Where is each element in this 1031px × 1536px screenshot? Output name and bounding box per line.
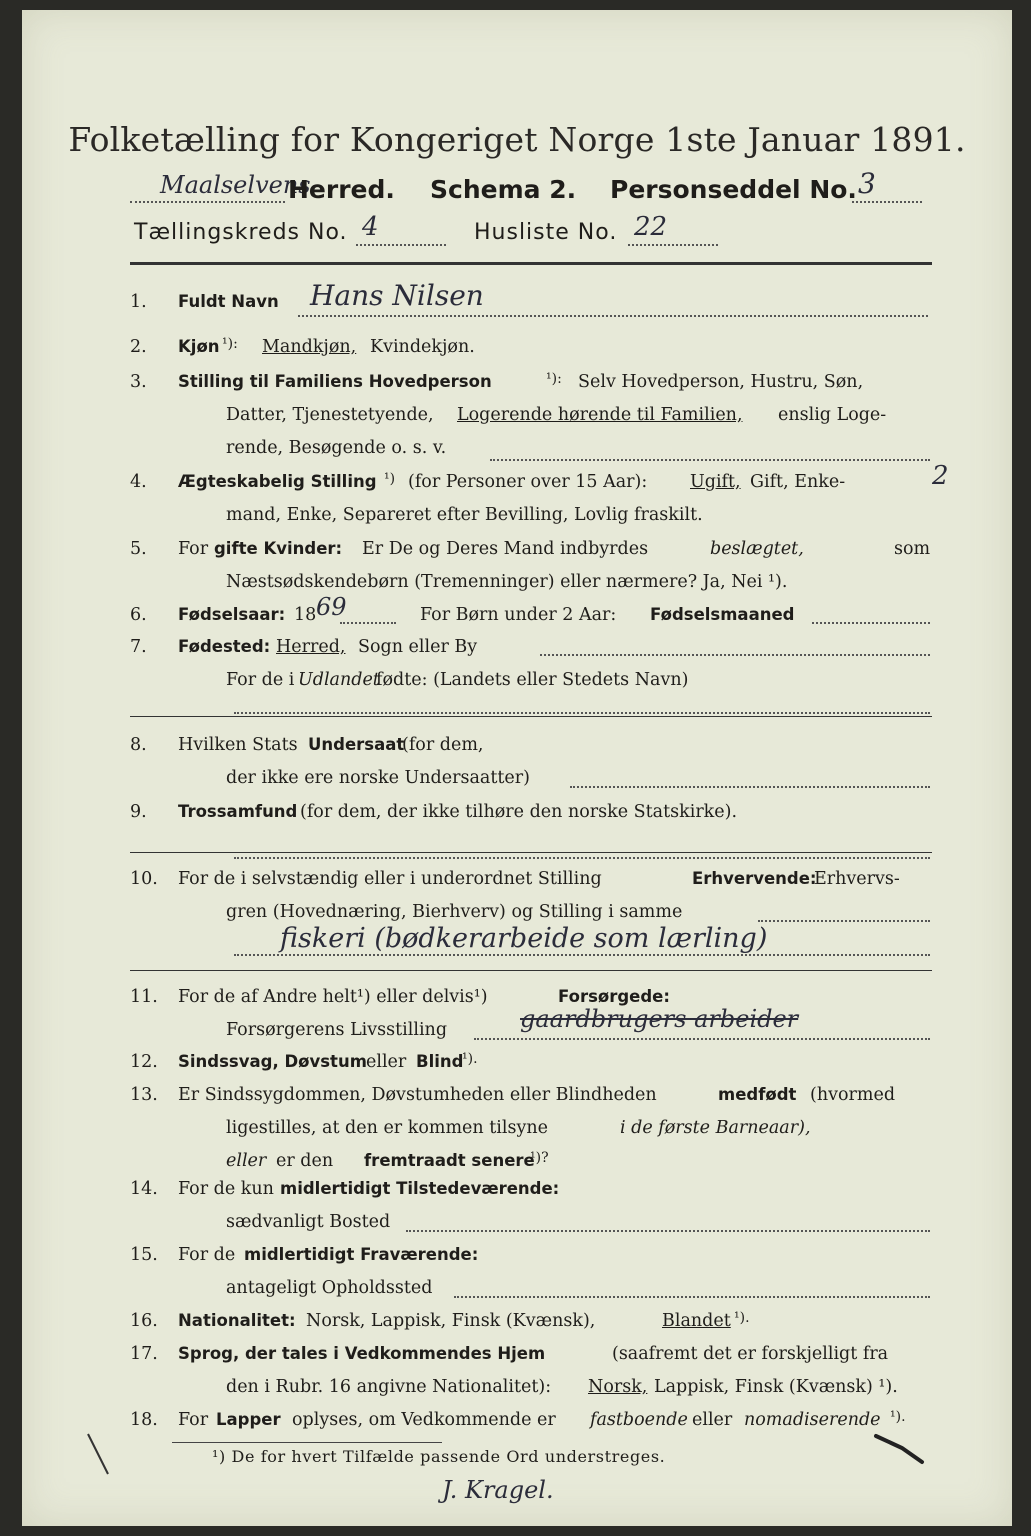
- q1-number: 1.: [130, 292, 147, 312]
- q13-line1: Er Sindssygdommen, Døvstumheden eller Blindheden: [178, 1085, 657, 1105]
- pen-stroke-icon: [82, 1430, 122, 1480]
- question-18: [130, 1403, 940, 1437]
- question-9: [130, 795, 940, 865]
- q18-number: 18.: [130, 1410, 158, 1430]
- q5-number: 5.: [130, 539, 147, 559]
- q13-line2: ligestilles, at den er kommen tilsyne: [226, 1118, 548, 1138]
- q18-italic1: fastboende: [590, 1410, 688, 1430]
- q10-end: Erhvervs-: [814, 869, 900, 889]
- question-2: [130, 330, 940, 364]
- q18-sup: ¹).: [890, 1409, 906, 1425]
- footnote-rule: [172, 1442, 442, 1443]
- q7-line2a: For de i: [226, 670, 295, 690]
- q2-label: Kjøn: [178, 337, 220, 356]
- q3-number: 3.: [130, 372, 147, 392]
- q17-rest: (saafremt det er forskjelligt fra: [612, 1344, 889, 1364]
- q10-line1: For de i selvstændig eller i underordnet Stilling: [178, 869, 602, 889]
- q15-number: 15.: [130, 1245, 158, 1265]
- q6-prefix: 18: [294, 605, 317, 625]
- q3-option-logerende: Logerende hørende til Familien,: [457, 405, 743, 425]
- q8-line1a: Hvilken Stats: [178, 735, 298, 755]
- q11-bold: Forsørgede:: [558, 987, 670, 1006]
- q7-option-herred: Herred,: [276, 637, 346, 657]
- q5-italic: beslægtet,: [710, 539, 804, 559]
- q9-bold: Trossamfund: [178, 802, 298, 821]
- question-1: [130, 279, 940, 325]
- q16-bold: Nationalitet:: [178, 1311, 296, 1330]
- q12-sup: ¹).: [462, 1051, 478, 1067]
- q5-line2: Næstsødskendebørn (Tremenninger) eller nærmere? Ja, Nei ¹).: [226, 572, 788, 592]
- q4-option-ugift: Ugift,: [690, 472, 741, 492]
- q8-line2: der ikke ere norske Undersaatter): [226, 768, 530, 788]
- question-15: [130, 1238, 940, 1308]
- q12-bold: Sindssvag, Døvstum: [178, 1052, 367, 1071]
- personseddel-label: Personseddel No.: [610, 175, 857, 204]
- q16-option-blandet: Blandet: [662, 1311, 731, 1331]
- q6-number: 6.: [130, 605, 147, 625]
- taellingskreds-no: 4: [362, 212, 379, 242]
- q15-line1: For de: [178, 1245, 236, 1265]
- census-form-sheet: [22, 10, 1012, 1526]
- question-3: [130, 365, 940, 465]
- q8-bold: Undersaat: [308, 735, 405, 754]
- q4-line1: (for Personer over 15 Aar):: [408, 472, 648, 492]
- question-7: [130, 630, 940, 720]
- q6-label: Fødselsaar:: [178, 605, 286, 624]
- q13-number: 13.: [130, 1085, 158, 1105]
- q18-mid: oplyses, om Vedkommende er: [292, 1410, 556, 1430]
- q18-or: eller: [692, 1410, 733, 1430]
- header-rule: [130, 262, 932, 265]
- q9-number: 9.: [130, 802, 147, 822]
- question-5: [130, 532, 940, 602]
- husliste-label: Husliste No.: [474, 220, 618, 245]
- q17-number: 17.: [130, 1344, 158, 1364]
- q5-label: For: [178, 539, 209, 559]
- q7-rest: Sogn eller By: [358, 637, 478, 657]
- pen-mark-icon: [872, 1430, 932, 1470]
- q2-sup: ¹):: [222, 336, 238, 352]
- q11-answer-struck: gaardbrugers arbeider: [520, 1005, 799, 1033]
- q3-label: Stilling til Familiens Hovedperson: [178, 372, 492, 391]
- q17-bold: Sprog, der tales i Vedkommendes Hjem: [178, 1344, 546, 1363]
- question-16: [130, 1304, 940, 1338]
- question-8: [130, 728, 940, 798]
- q7-line2i: Udlandet: [298, 670, 380, 690]
- q3-line3: rende, Besøgende o. s. v.: [226, 438, 447, 458]
- q10-answer-occupation: fiskeri (bødkerarbeide som lærling): [280, 923, 768, 954]
- q6-bold2: Fødselsmaaned: [650, 605, 795, 624]
- herred-name: Maalselvens: [160, 171, 311, 199]
- q18-italic2: nomadiserende: [744, 1410, 881, 1430]
- q6-answer-year: 69: [316, 593, 347, 621]
- q14-bold: midlertidigt Tilstedeværende:: [280, 1179, 560, 1198]
- q4-line2: mand, Enke, Separeret efter Bevilling, Lovlig fraskilt.: [226, 505, 703, 525]
- rule-3: [130, 852, 932, 853]
- q13-italic: i de første Barneaar),: [620, 1118, 811, 1138]
- rule-2: [130, 716, 932, 717]
- q15-line2: antageligt Opholdssted: [226, 1278, 433, 1298]
- q13-line3i: eller: [226, 1151, 267, 1171]
- q12-number: 12.: [130, 1052, 158, 1072]
- q14-line2: sædvanligt Bosted: [226, 1212, 391, 1232]
- q1-label: Fuldt Navn: [178, 292, 279, 311]
- rule-4: [130, 970, 932, 971]
- q5-line1: Er De og Deres Mand indbyrdes: [362, 539, 649, 559]
- q18-line1: For: [178, 1410, 209, 1430]
- q8-number: 8.: [130, 735, 147, 755]
- personseddel-no: 3: [858, 167, 876, 200]
- q10-number: 10.: [130, 869, 158, 889]
- q2-number: 2.: [130, 337, 147, 357]
- signature: J. Kragel.: [442, 1476, 554, 1504]
- q17-option-norsk: Norsk,: [588, 1377, 648, 1397]
- q3-line2b: enslig Loge-: [778, 405, 887, 425]
- q14-number: 14.: [130, 1179, 158, 1199]
- q15-bold: midlertidigt Fraværende:: [244, 1245, 479, 1264]
- q8-line1b: (for dem,: [402, 735, 484, 755]
- q2-option-male: Mandkjøn,: [262, 337, 357, 357]
- q12-bold2: Blind: [416, 1052, 464, 1071]
- q17-line2a: den i Rubr. 16 angivne Nationalitet):: [226, 1377, 552, 1397]
- q12-rest: eller: [366, 1052, 407, 1072]
- q4-sup: ¹): [384, 471, 396, 487]
- herred-line: [130, 167, 930, 211]
- q13-sup: ¹)?: [530, 1150, 549, 1166]
- question-6: [130, 593, 940, 632]
- q7-number: 7.: [130, 637, 147, 657]
- q11-number: 11.: [130, 987, 158, 1007]
- husliste-no: 22: [634, 212, 668, 242]
- q9-rest: (for dem, der ikke tilhøre den norske Statskirke).: [300, 802, 738, 822]
- q7-line2b: fødte: (Landets eller Stedets Navn): [376, 670, 689, 690]
- q4-margin-note: 2: [932, 461, 949, 491]
- q16-number: 16.: [130, 1311, 158, 1331]
- q3-line1: Selv Hovedperson, Hustru, Søn,: [578, 372, 864, 392]
- schema-label: Schema 2.: [430, 175, 577, 204]
- q16-sup: ¹).: [734, 1310, 750, 1326]
- q10-line2: gren (Hovednæring, Bierhverv) og Stilling i samme: [226, 902, 683, 922]
- question-10: [130, 862, 940, 962]
- q5-bold: gifte Kvinder:: [214, 539, 343, 558]
- q4-label: Ægteskabelig Stilling: [178, 472, 377, 491]
- q13-bold: medfødt: [718, 1085, 797, 1104]
- question-14: [130, 1172, 940, 1242]
- q4-rest: Gift, Enke-: [750, 472, 846, 492]
- herred-label: Herred.: [288, 175, 395, 204]
- q13-bold3: fremtraadt senere: [364, 1151, 535, 1170]
- q17-line2b: Lappisk, Finsk (Kvænsk) ¹).: [654, 1377, 898, 1397]
- question-12: [130, 1045, 940, 1079]
- form-title: Folketælling for Kongeriget Norge 1ste Januar 1891.: [68, 120, 966, 159]
- q1-answer-name: Hans Nilsen: [310, 279, 484, 312]
- q6-mid: For Børn under 2 Aar:: [420, 605, 617, 625]
- q11-line2: Forsørgerens Livsstilling: [226, 1020, 448, 1040]
- q5-end: som: [894, 539, 931, 559]
- question-17: [130, 1337, 940, 1407]
- kreds-line: [134, 212, 934, 254]
- q13-end: (hvormed: [810, 1085, 896, 1105]
- q14-line1: For de kun: [178, 1179, 274, 1199]
- taellingskreds-label: Tællingskreds No.: [134, 220, 348, 245]
- question-4: [130, 461, 949, 535]
- q2-option-female: Kvindekjøn.: [370, 337, 475, 357]
- footnote: ¹) De for hvert Tilfælde passende Ord understreges.: [212, 1447, 666, 1466]
- question-11: [130, 980, 940, 1050]
- q4-number: 4.: [130, 472, 147, 492]
- q13-line3: er den: [276, 1151, 334, 1171]
- question-13: [130, 1078, 940, 1178]
- q18-bold: Lapper: [216, 1410, 281, 1429]
- q10-bold: Erhvervende:: [692, 869, 817, 888]
- q3-line2a: Datter, Tjenestetyende,: [226, 405, 434, 425]
- q16-rest: Norsk, Lappisk, Finsk (Kvænsk),: [306, 1311, 596, 1331]
- q3-sup: ¹):: [546, 371, 562, 387]
- q7-label: Fødested:: [178, 637, 271, 656]
- q11-line1: For de af Andre helt¹) eller delvis¹): [178, 987, 488, 1007]
